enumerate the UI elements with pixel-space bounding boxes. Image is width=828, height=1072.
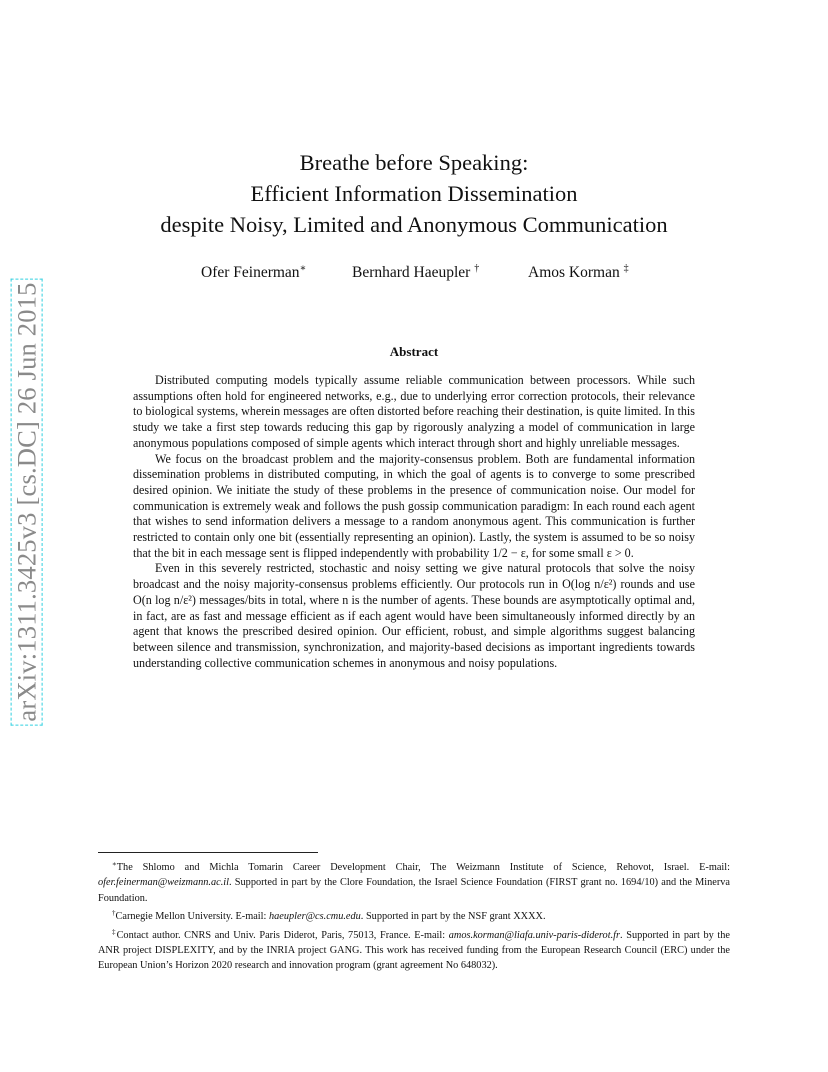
- author-1: [201, 263, 306, 282]
- paper-title: [0, 147, 828, 240]
- email-link[interactable]: amos.korman@liafa.univ-paris-diderot.fr: [448, 929, 621, 941]
- arxiv-identifier-stamp: [10, 268, 44, 736]
- title-line-2: Efficient Information Dissemination: [250, 181, 578, 206]
- footnote-text: . Supported in part by the NSF grant XXXX.: [360, 911, 546, 923]
- footnote-1: [98, 857, 730, 906]
- footnote-2: [98, 906, 730, 924]
- author-3: [528, 263, 629, 282]
- author-list: [0, 263, 828, 287]
- author-name: Bernhard Haeupler: [352, 264, 471, 281]
- footnote-rule: [98, 852, 318, 853]
- footnote-mark: ‡: [112, 927, 117, 936]
- title-line-3: despite Noisy, Limited and Anonymous Communication: [160, 212, 668, 237]
- email-link[interactable]: ofer.feinerman@weizmann.ac.il: [98, 877, 230, 889]
- footnotes: [98, 857, 730, 974]
- abstract-body: [133, 373, 695, 671]
- abstract-paragraph-3: Even in this severely restricted, stochastic and noisy setting we give natural protocols that solve the noisy broadcast and the noisy majority-consensus problems efficiently. Our protocols run in O(log n/ε²) rounds and use O(n log n/ε²) messages/bits in total, where n is the number of agents. These bounds are asymptotically optimal and, in fact, are as fast and message efficient as if each agent would have been simultaneously informed directly by an agent that knows the prescribed desired opinion. Our efficient, robust, and simple algorithms suggest balancing between silence and transmission, synchronization, and majority-based decisions as important ingredients towards understanding collective communication schemes in anonymous and noisy populations.: [133, 561, 695, 670]
- abstract-paragraph-1: Distributed computing models typically assume reliable communication between processors. While such assumptions often hold for engineered networks, e.g., due to underlying error correction protocols, their relevance to biological systems, wherein messages are often distorted before reaching their destination, is quite limited. In this study we take a first step towards reducing this gap by rigorously analyzing a model of communication in large anonymous populations composed of simple agents which interact through short and highly unreliable messages.: [133, 373, 695, 450]
- abstract-heading: Abstract: [389, 344, 439, 359]
- author-2: [352, 263, 479, 282]
- author-footnote-mark: ∗: [299, 263, 307, 274]
- footnote-3: [98, 925, 730, 974]
- author-name: Amos Korman: [528, 264, 620, 281]
- title-line-1: Breathe before Speaking:: [299, 150, 529, 175]
- author-footnote-mark: †: [474, 263, 480, 274]
- abstract-paragraph-2: We focus on the broadcast problem and the majority-consensus problem. Both are fundamental information dissemination problems in distributed computing, in which the goal of agents is to converge to some prescribed desired opinion. We initiate the study of these problems in the presence of communication noise. Our model for communication is extremely weak and follows the push gossip communication paradigm: In each round each agent that wishes to send information delivers a message to a random anonymous agent. This communication is further restricted to contain only one bit (essentially representing an opinion). Lastly, the system is assumed to be so noisy that the bit in each message sent is flipped independently with probability 1/2 − ε, for some small ε > 0.: [133, 451, 695, 560]
- footnote-text: Carnegie Mellon University. E-mail:: [115, 911, 269, 923]
- author-footnote-mark: ‡: [623, 263, 629, 274]
- footnote-mark: ∗: [112, 860, 117, 868]
- email-link[interactable]: haeupler@cs.cmu.edu: [268, 911, 361, 923]
- author-name: Ofer Feinerman: [201, 264, 300, 281]
- footnote-text: Contact author. CNRS and Univ. Paris Diderot, Paris, 75013, France. E-mail:: [116, 929, 449, 941]
- arxiv-identifier: arXiv:1311.3425v3 [cs.DC] 26 Jun 2015: [11, 278, 43, 725]
- footnote-text: . Supported in part by the Clore Foundation, the Israel Science Foundation (FIRST grant no. 1694/10) and the Minerva Foundation.: [98, 877, 730, 904]
- footnote-text: . Supported in part by the ANR project DISPLEXITY, and by the INRIA project GANG. This work has received funding from the European Research Council (ERC) under the European Union’s Horizon 2020 research and innovation program (grant agreement No 648032).: [98, 929, 730, 972]
- footnote-text: The Shlomo and Michla Tomarin Career Development Chair, The Weizmann Institute of Science, Rehovot, Israel. E-mail:: [116, 862, 730, 873]
- footnote-mark: †: [112, 909, 116, 918]
